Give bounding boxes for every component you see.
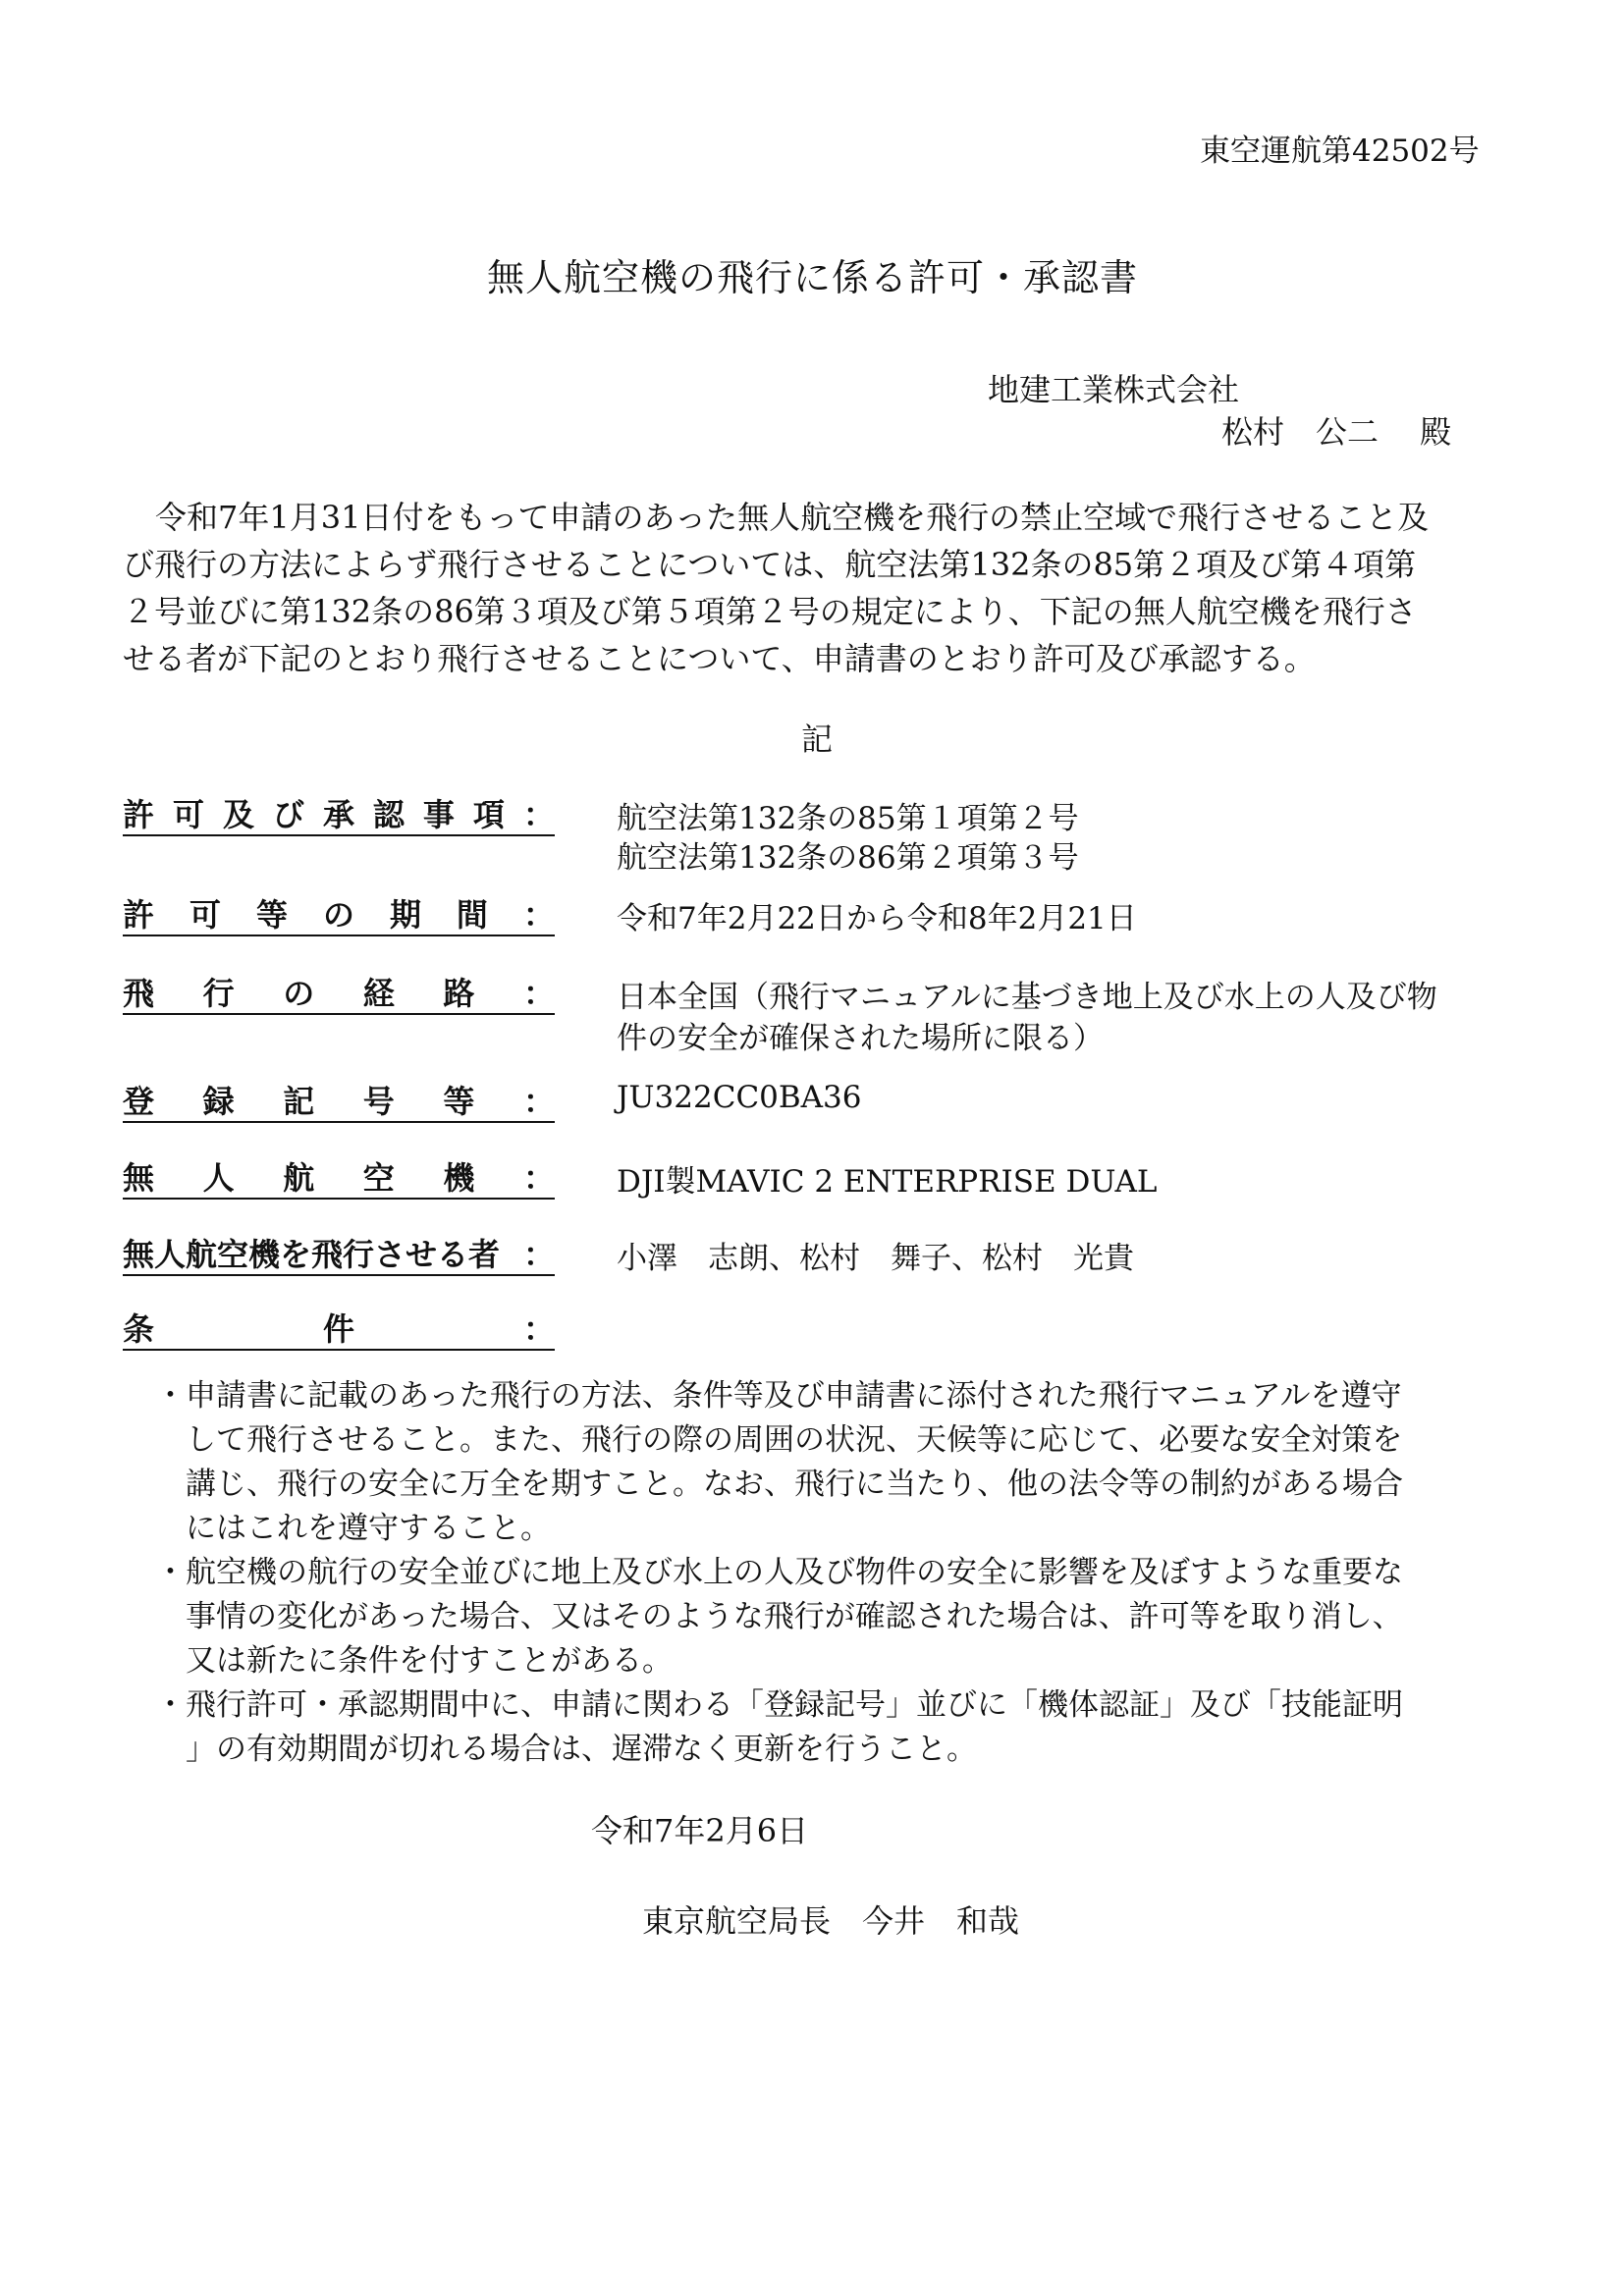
condition-line: ・飛行許可・承認期間中に、申請に関わる「登録記号」並びに「機体認証」及び「技能証明: [155, 1687, 1403, 1723]
item-value-permission-1: 航空法第132条の85第１項第２号: [617, 801, 1079, 836]
item-label-operators: 無人航空機を飛行させる者 ：: [123, 1231, 555, 1276]
condition-line: 講じ、飛行の安全に万全を期すこと。なお、飛行に当たり、他の法令等の制約がある場合: [155, 1467, 1403, 1502]
body-line-4: せる者が下記のとおり飛行させることについて、申請書のとおり許可及び承認する。: [123, 640, 1316, 677]
item-value-aircraft: DJI製MAVIC 2 ENTERPRISE DUAL: [617, 1164, 1158, 1200]
condition-line: ・申請書に記載のあった飛行の方法、条件等及び申請書に添付された飛行マニュアルを遵守: [155, 1378, 1402, 1414]
item-label-route: 飛 行 の 経 路 ：: [123, 970, 555, 1015]
item-value-route-1: 日本全国（飛行マニュアルに基づき地上及び水上の人及び物: [617, 980, 1437, 1015]
item-value-route-2: 件の安全が確保された場所に限る）: [617, 1021, 1104, 1056]
document-number: 東空運航第42502号: [1200, 133, 1480, 169]
condition-line: にはこれを遵守すること。: [155, 1511, 551, 1546]
addressee-person: 松村 公二 殿: [1221, 413, 1452, 451]
item-value-operators: 小澤 志朗、松村 舞子、松村 光貴: [617, 1241, 1134, 1276]
body-line-3: ２号並びに第132条の86第３項及び第５項第２号の規定により、下記の無人航空機を飛行さ: [123, 593, 1417, 630]
item-value-registration: JU322CC0BA36: [617, 1080, 862, 1115]
condition-line: して飛行させること。また、飛行の際の周囲の状況、天候等に応じて、必要な安全対策を: [155, 1422, 1403, 1458]
item-value-period: 令和7年2月22日から令和8年2月21日: [617, 901, 1137, 936]
condition-line: 事情の変化があった場合、又はそのような飛行が確認された場合は、許可等を取り消し、: [155, 1599, 1403, 1634]
item-label-conditions: 条 件 ：: [123, 1306, 555, 1351]
condition-line: 」の有効期間が切れる場合は、遅滞なく更新を行うこと。: [155, 1732, 977, 1767]
item-label-registration: 登 録 記 号 等 ：: [123, 1078, 555, 1123]
item-value-permission-2: 航空法第132条の86第２項第３号: [617, 840, 1079, 876]
document-title: 無人航空機の飛行に係る許可・承認書: [487, 256, 1139, 299]
addressee-company: 地建工業株式会社: [988, 371, 1240, 408]
item-label-aircraft: 無 人 航 空 機 ：: [123, 1154, 555, 1200]
issue-date: 令和7年2月6日: [591, 1812, 809, 1849]
issuer-signature: 東京航空局長 今井 和哉: [642, 1902, 1020, 1940]
condition-line: 又は新たに条件を付すことがある。: [155, 1643, 673, 1679]
item-label-permission-matters: 許 可 及 び 承 認 事 項 ：: [123, 791, 555, 836]
item-label-period: 許 可 等 の 期 間 ：: [123, 891, 555, 936]
ki-heading: 記: [801, 721, 834, 758]
body-line-1: 令和7年1月31日付をもって申請のあった無人航空機を飛行の禁止空域で飛行させること及: [155, 499, 1430, 536]
condition-line: ・航空機の航行の安全並びに地上及び水上の人及び物件の安全に影響を及ぼすような重要な: [155, 1555, 1403, 1590]
body-line-2: び飛行の方法によらず飛行させることについては、航空法第132条の85第２項及び第４項第: [123, 546, 1417, 583]
